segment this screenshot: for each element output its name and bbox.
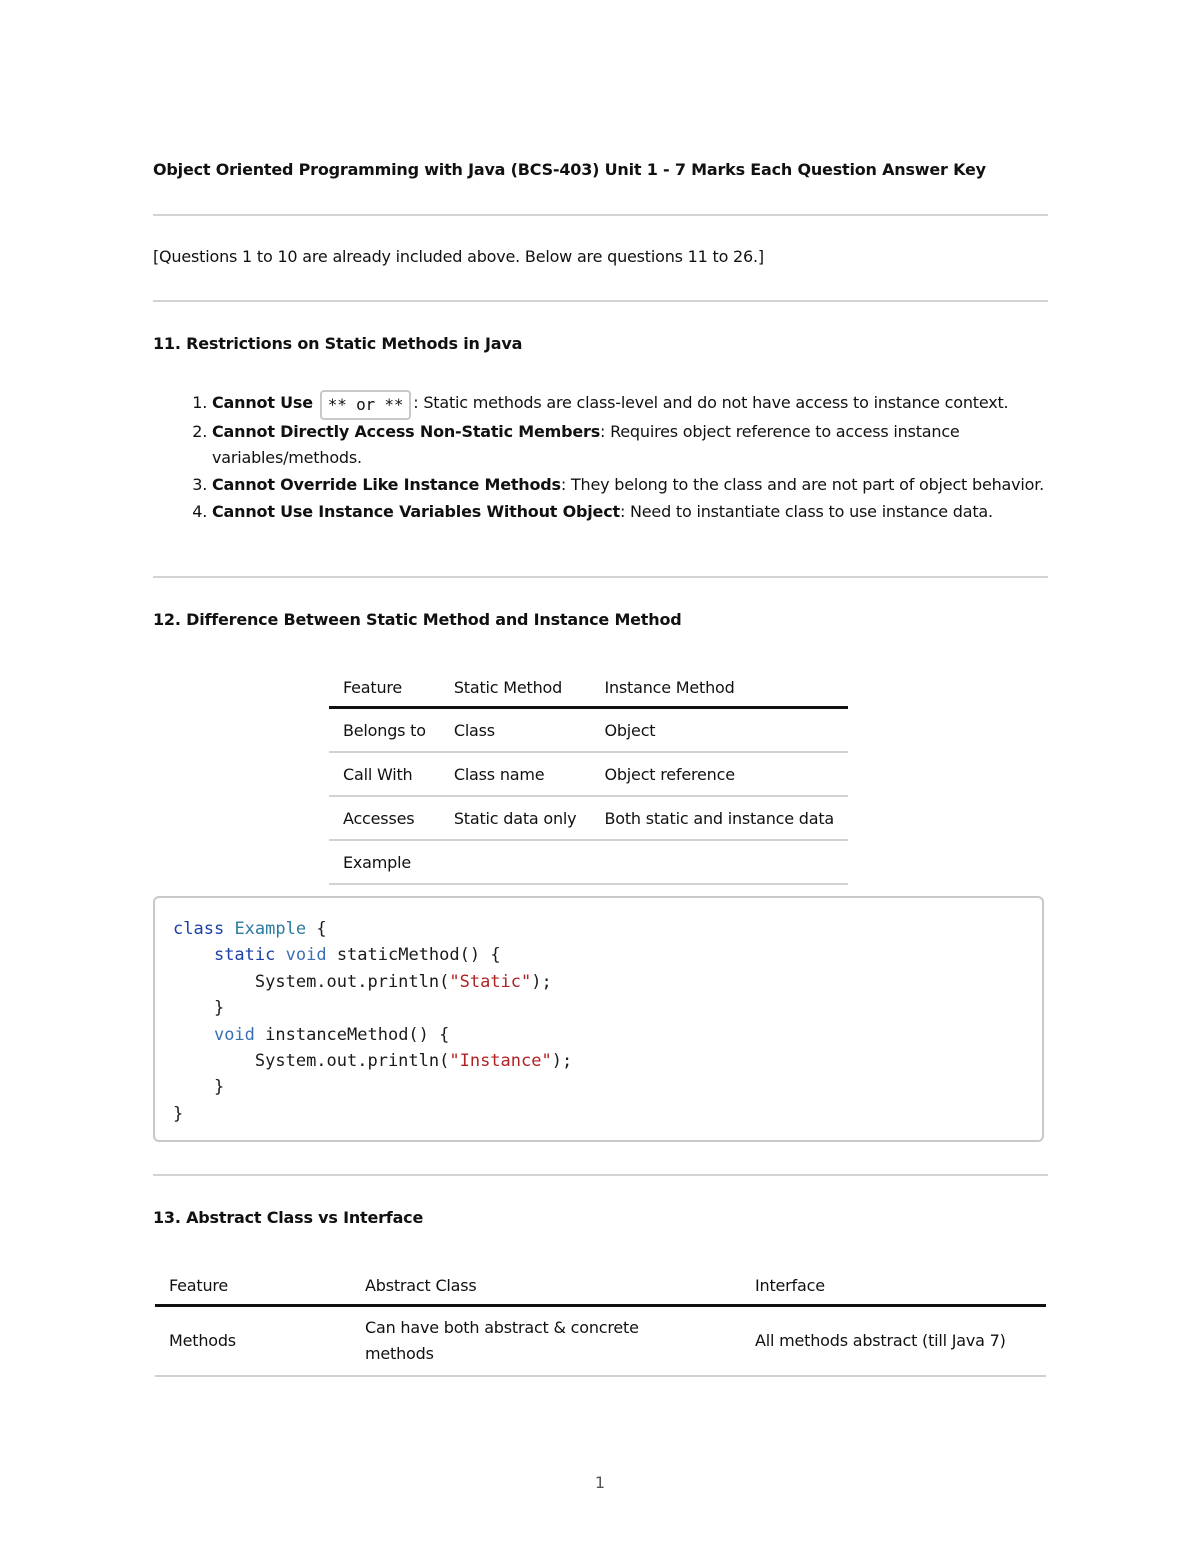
list-item	[212, 499, 1048, 525]
list-item-desc: : Requires object reference to access instance variables/methods.	[212, 422, 960, 467]
table-cell	[590, 840, 848, 884]
list-item-desc: : They belong to the class and are not part of object behavior.	[560, 475, 1045, 494]
code-text: }	[213, 998, 225, 1019]
q11-restriction-list	[153, 388, 1048, 526]
table-header-row	[155, 1266, 1046, 1306]
table-cell: Example	[329, 840, 440, 884]
code-keyword: void	[213, 1024, 255, 1045]
inline-code: ** or **	[320, 390, 411, 420]
code-text: }	[213, 1077, 225, 1098]
table-cell: Both static and instance data	[590, 796, 848, 840]
list-item-term: Cannot Override Like Instance Methods	[212, 475, 561, 494]
table-row	[329, 840, 848, 884]
table-row	[329, 708, 848, 753]
list-item-term: Cannot Directly Access Non-Static Members	[212, 422, 601, 441]
table-header-cell: Instance Method	[590, 668, 848, 708]
code-text: );	[531, 971, 552, 992]
code-text: staticMethod() {	[326, 945, 501, 966]
table-header-cell: Feature	[155, 1266, 351, 1306]
divider	[153, 300, 1048, 302]
code-text: {	[306, 919, 327, 939]
list-item-term: Cannot Use	[212, 393, 313, 412]
table-cell: Belongs to	[329, 708, 440, 753]
code-string: "Instance"	[449, 1051, 552, 1072]
code-keyword: static	[213, 945, 276, 966]
code-text: System.out.println(	[254, 971, 450, 992]
table-header-row	[329, 668, 848, 708]
table-header-cell: Static Method	[440, 668, 591, 708]
table-cell: All methods abstract (till Java 7)	[741, 1306, 1046, 1377]
table-cell: Methods	[155, 1306, 351, 1377]
code-text: );	[551, 1051, 573, 1072]
code-type: Example	[234, 919, 307, 939]
list-item	[212, 472, 1048, 498]
intro-note: [Questions 1 to 10 are already included above. Below are questions 11 to 26.]	[153, 247, 764, 266]
table-cell: Can have both abstract & concrete methods	[351, 1306, 741, 1377]
list-item-desc: : Static methods are class-level and do not have access to instance context.	[413, 393, 1009, 412]
q13-heading: 13. Abstract Class vs Interface	[153, 1208, 424, 1227]
list-item-term: Cannot Use Instance Variables Without Object	[212, 502, 620, 521]
table-cell: Class	[440, 708, 591, 753]
q11-heading: 11. Restrictions on Static Methods in Java	[153, 334, 523, 353]
table-cell: Accesses	[329, 796, 440, 840]
divider	[153, 214, 1048, 216]
table-header-cell: Abstract Class	[351, 1266, 741, 1306]
table-cell: Static data only	[440, 796, 591, 840]
table-header-cell: Feature	[329, 668, 440, 708]
code-text: System.out.println(	[254, 1051, 450, 1072]
code-text: instanceMethod() {	[254, 1024, 450, 1045]
table-row	[155, 1306, 1046, 1377]
table-cell	[440, 840, 591, 884]
divider	[153, 1174, 1048, 1176]
q12-comparison-table	[329, 668, 848, 885]
q13-comparison-table	[155, 1266, 1046, 1377]
code-text: }	[173, 1103, 184, 1124]
table-cell: Object reference	[590, 752, 848, 796]
q12-heading: 12. Difference Between Static Method and Instance Method	[153, 610, 682, 629]
table-header-cell: Interface	[741, 1266, 1046, 1306]
list-item	[212, 388, 1048, 418]
table-cell: Object	[590, 708, 848, 753]
table-cell: Class name	[440, 752, 591, 796]
document-title: Object Oriented Programming with Java (BCS-403) Unit 1 - 7 Marks Each Question Answer Key	[153, 160, 986, 179]
table-row	[329, 796, 848, 840]
divider	[153, 576, 1048, 578]
list-item-desc: : Need to instantiate class to use instance data.	[619, 502, 993, 521]
code-keyword: void	[285, 945, 327, 966]
code-keyword: class	[173, 919, 225, 939]
page-number: 1	[594, 1473, 606, 1492]
table-cell: Call With	[329, 752, 440, 796]
code-block	[153, 896, 1044, 1142]
table-row	[329, 752, 848, 796]
code-listing	[173, 916, 572, 1127]
list-item	[212, 419, 1048, 471]
code-string: "Static"	[449, 971, 532, 992]
